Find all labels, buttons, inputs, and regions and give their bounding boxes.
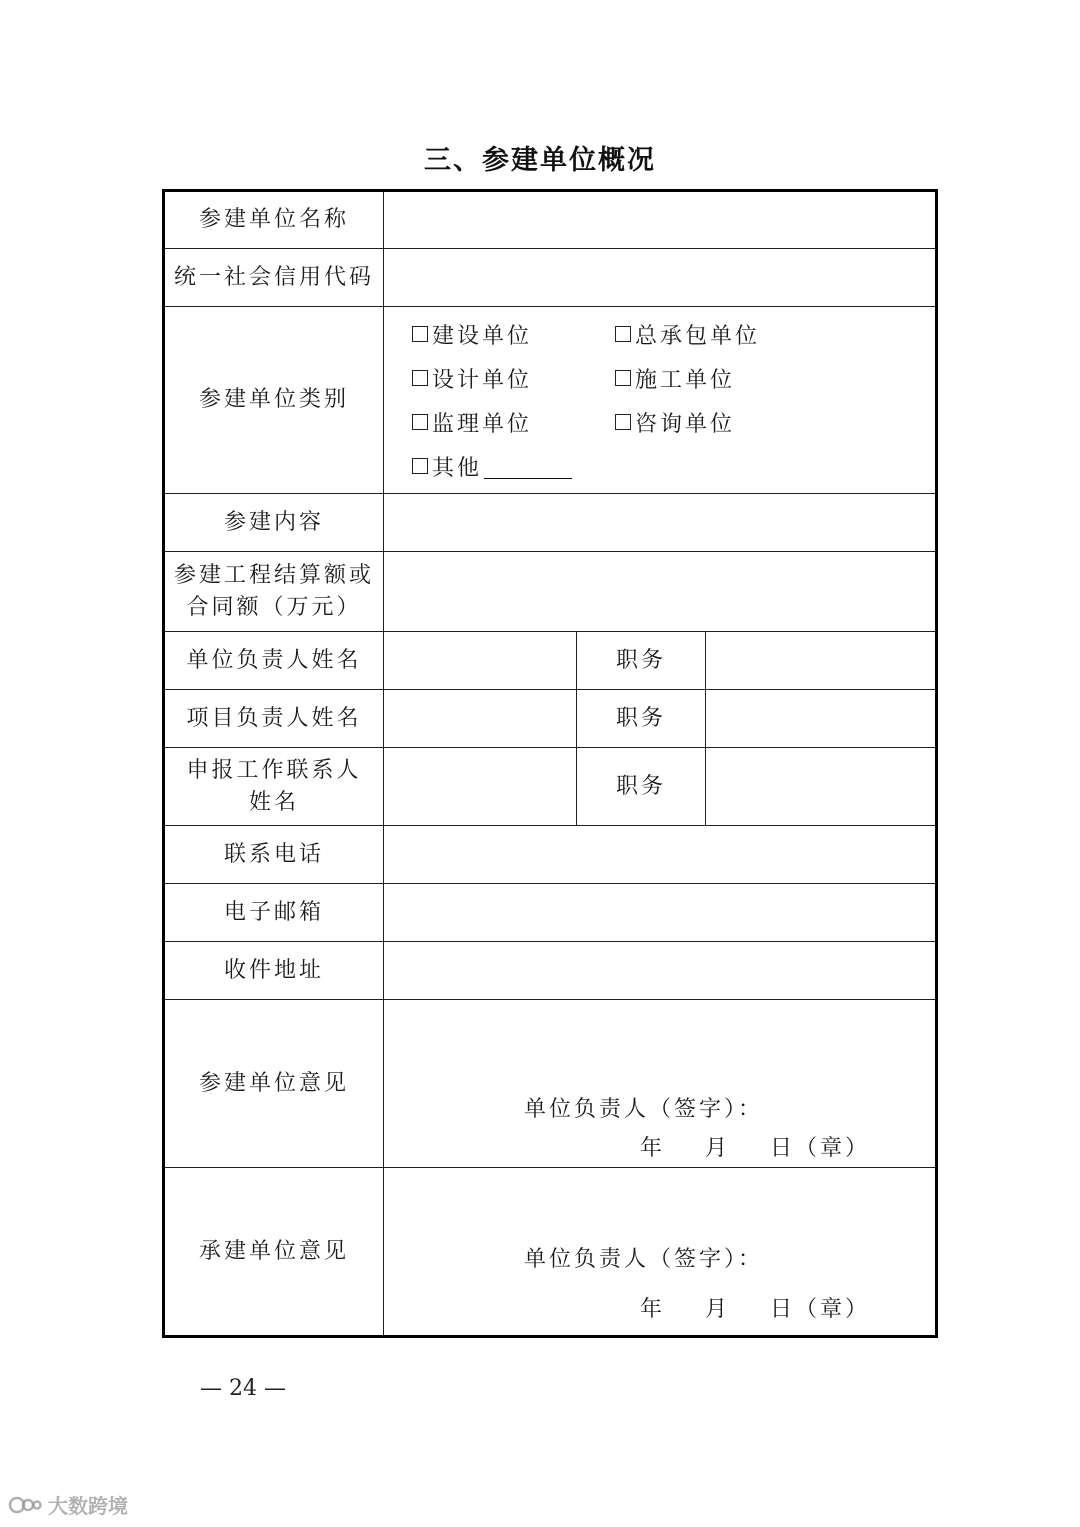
row-participant-opinion [164,1000,937,1168]
contractor-opinion-label: 承建单位意见 [164,1168,384,1337]
content-field[interactable] [384,494,937,552]
unit-leader-position-label: 职务 [577,632,706,690]
option-label: 其他 [432,455,483,481]
checkbox-icon[interactable] [412,414,428,430]
option-construction-unit[interactable] [412,318,615,350]
contact-person-field[interactable] [384,748,577,826]
unit-leader-label: 单位负责人姓名 [164,632,384,690]
option-general-contractor[interactable] [615,318,815,350]
checkbox-icon[interactable] [615,414,631,430]
phone-field[interactable] [384,826,937,884]
participant-opinion-field[interactable] [384,1000,937,1168]
unit-leader-field[interactable] [384,632,577,690]
contractor-opinion-field[interactable] [384,1168,937,1337]
amount-label [164,552,384,632]
unit-leader-position-field[interactable] [706,632,937,690]
contact-person-label [164,748,384,826]
checkbox-icon[interactable] [412,370,428,386]
row-contractor-opinion [164,1168,937,1337]
amount-field[interactable] [384,552,937,632]
checkbox-icon[interactable] [412,458,428,474]
row-credit-code [164,249,937,307]
row-content [164,494,937,552]
participant-info-form [162,189,938,1338]
page-number: — 24 — [200,1376,286,1401]
option-supervision-unit[interactable] [412,406,615,438]
contractor-date-line: 年 月 日（章） [640,1297,870,1322]
checkbox-icon[interactable] [615,370,631,386]
project-leader-position-field[interactable] [706,690,937,748]
checkbox-icon[interactable] [615,326,631,342]
option-label: 咨询单位 [635,411,736,437]
credit-code-field[interactable] [384,249,937,307]
participant-opinion-label: 参建单位意见 [164,1000,384,1168]
address-label: 收件地址 [164,942,384,1000]
credit-code-label: 统一社会信用代码 [164,249,384,307]
participant-signature-line: 单位负责人（签字）： [524,1097,764,1122]
unit-name-label: 参建单位名称 [164,191,384,249]
amount-label-line1: 参建工程结算额或 [173,562,374,588]
row-unit-type [164,307,937,494]
watermark [8,1490,128,1519]
option-label: 施工单位 [635,367,736,393]
email-label: 电子邮箱 [164,884,384,942]
unit-type-options [384,307,937,494]
row-email [164,884,937,942]
participant-date-line: 年 月 日（章） [640,1136,870,1161]
contact-position-label: 职务 [577,748,706,826]
unit-type-label: 参建单位类别 [164,307,384,494]
watermark-logo-icon [8,1494,42,1516]
contractor-signature-line: 单位负责人（签字）： [524,1247,764,1272]
option-label: 监理单位 [432,411,533,437]
row-address [164,942,937,1000]
amount-label-line2: 合同额（万元） [186,594,362,620]
contact-position-field[interactable] [706,748,937,826]
watermark-text: 大数跨境 [48,1494,128,1518]
option-label: 设计单位 [432,367,533,393]
project-leader-field[interactable] [384,690,577,748]
address-field[interactable] [384,942,937,1000]
row-contact-person [164,748,937,826]
option-design-unit[interactable] [412,362,615,394]
row-project-leader [164,690,937,748]
contact-label-line2: 姓名 [248,789,299,815]
other-fill-line[interactable] [484,454,572,479]
page-title: 三、参建单位概况 [424,145,656,176]
option-label: 建设单位 [432,323,533,349]
project-leader-position-label: 职务 [577,690,706,748]
option-other[interactable] [412,450,615,482]
row-unit-name [164,191,937,249]
row-amount [164,552,937,632]
unit-name-field[interactable] [384,191,937,249]
phone-label: 联系电话 [164,826,384,884]
contact-label-line1: 申报工作联系人 [186,757,362,783]
option-consulting-unit[interactable] [615,406,815,438]
row-phone [164,826,937,884]
checkbox-icon[interactable] [412,326,428,342]
option-building-unit[interactable] [615,362,815,394]
option-label: 总承包单位 [635,323,761,349]
row-unit-leader [164,632,937,690]
email-field[interactable] [384,884,937,942]
content-label: 参建内容 [164,494,384,552]
project-leader-label: 项目负责人姓名 [164,690,384,748]
